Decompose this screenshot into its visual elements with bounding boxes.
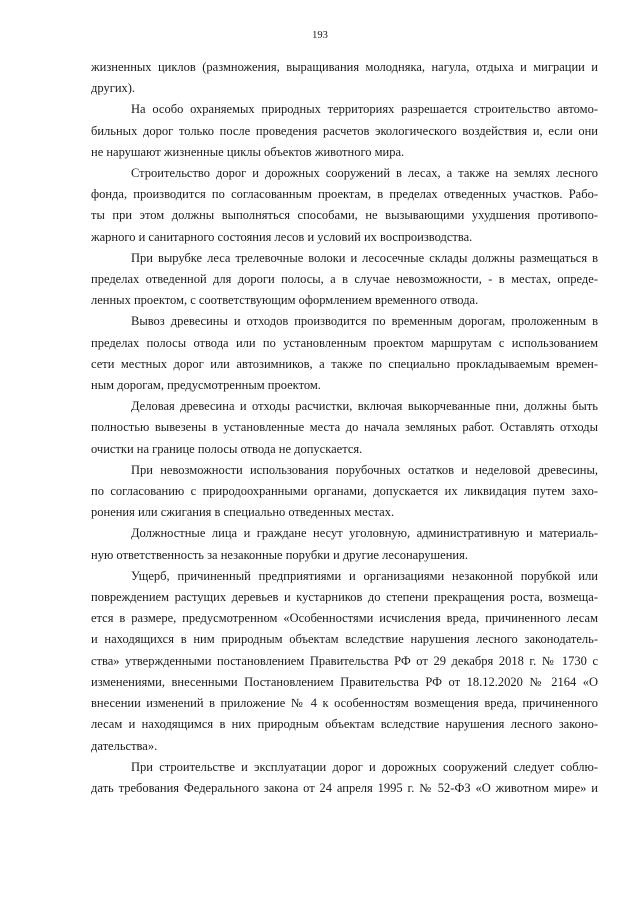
text-line: повреждением растущих деревьев и кустарников до степени прекращения роста, возмеща- — [91, 590, 598, 605]
paragraph — [91, 566, 598, 757]
text-line: ется в размере, предусмотренном «Особенностями исчисления вреда, причиненного лесам — [91, 611, 598, 626]
text-line: лесам и находящимся в них природным объектам вследствие нарушения лесного законо- — [91, 717, 598, 732]
text-line: На особо охраняемых природных территориях разрешается строительство автомо- — [131, 102, 598, 117]
text-line: бильных дорог только после проведения расчетов экологического воздействия и, если они — [91, 123, 598, 138]
page-number: 193 — [312, 30, 328, 41]
text-line: ным дорогам, предусмотренным проектом. — [91, 378, 321, 393]
text-line: ства» утвержденными постановлением Правительства РФ от 29 декабря 2018 г. № 1730 с — [91, 653, 598, 668]
text-line: пределах полосы отвода или по установленным проектом маршрутам с использованием — [91, 335, 598, 350]
text-line: жарного и санитарного состояния лесов и условий их воспроизводства. — [91, 229, 473, 244]
text-line: очистки на границе полосы отвода не допускается. — [91, 441, 363, 456]
text-line: При строительстве и эксплуатации дорог и дорожных сооружений следует соблю- — [131, 759, 598, 774]
text-line: сети местных дорог или автозимников, а также по специально прокладываемым времен- — [91, 356, 598, 371]
text-line: Вывоз древесины и отходов производится по временным дорогам, проложенным в — [131, 314, 598, 329]
paragraph — [91, 396, 598, 460]
paragraph — [91, 99, 598, 163]
paragraph — [91, 311, 598, 396]
text-line: пределах отведенной для дороги полосы, а в случае невозможности, - в местах, опреде- — [91, 272, 598, 287]
text-line: ную ответственность за незаконные порубки и другие лесонарушения. — [91, 547, 468, 562]
text-line: ронения или сжигания в специально отведенных местах. — [91, 505, 395, 520]
paragraph — [91, 57, 598, 99]
text-line: изменениями, внесенными Постановлением Правительства РФ от 18.12.2020 № 2164 «О — [91, 674, 598, 689]
text-line: по согласованию с природоохранными органами, допускается их ликвидация путем захо- — [91, 484, 598, 499]
paragraph — [91, 523, 598, 565]
document-body — [91, 57, 598, 799]
text-line: Деловая древесина и отходы расчистки, включая выкорчеванные пни, должны быть — [131, 399, 598, 414]
paragraph — [91, 757, 598, 799]
paragraph — [91, 248, 598, 312]
text-line: и находящихся в ним природным объектам вследствие нарушения лесного законодатель- — [91, 632, 598, 647]
text-line: Строительство дорог и дорожных сооружений в лесах, а также на землях лесного — [131, 166, 598, 181]
text-line: дать требования Федерального закона от 24 апреля 1995 г. № 52-ФЗ «О животном мире» и — [91, 780, 598, 795]
text-line: других). — [91, 81, 136, 96]
text-line: полностью вывезены в установленные места до начала земляных работ. Оставлять отходы — [91, 420, 598, 435]
text-line: ты при этом должны выполняться способами, не вызывающими ухудшения противопо- — [91, 208, 598, 223]
text-line: Должностные лица и граждане несут уголовную, административную и материаль- — [131, 526, 598, 541]
paragraph — [91, 460, 598, 524]
paragraph — [91, 163, 598, 248]
text-line: фонда, производится по согласованным проектам, в пределах отведенных участков. Рабо- — [91, 187, 598, 202]
text-line: не нарушают жизненные циклы объектов животного мира. — [91, 144, 405, 159]
text-line: ленных проектом, с соответствующим оформлением временного отвода. — [91, 293, 479, 308]
text-line: При невозможности использования порубочных остатков и неделовой древесины, — [131, 462, 598, 477]
text-line: внесении изменений в приложение № 4 к особенностям возмещения вреда, причиненного — [91, 696, 598, 711]
text-line: дательства». — [91, 738, 158, 753]
text-line: жизненных циклов (размножения, выращивания молодняка, нагула, отдыха и миграции и — [91, 60, 598, 74]
text-line: При вырубке леса трелевочные волоки и лесосечные склады должны размещаться в — [131, 250, 598, 265]
text-line: Ущерб, причиненный предприятиями и организациями незаконной порубкой или — [131, 568, 598, 583]
